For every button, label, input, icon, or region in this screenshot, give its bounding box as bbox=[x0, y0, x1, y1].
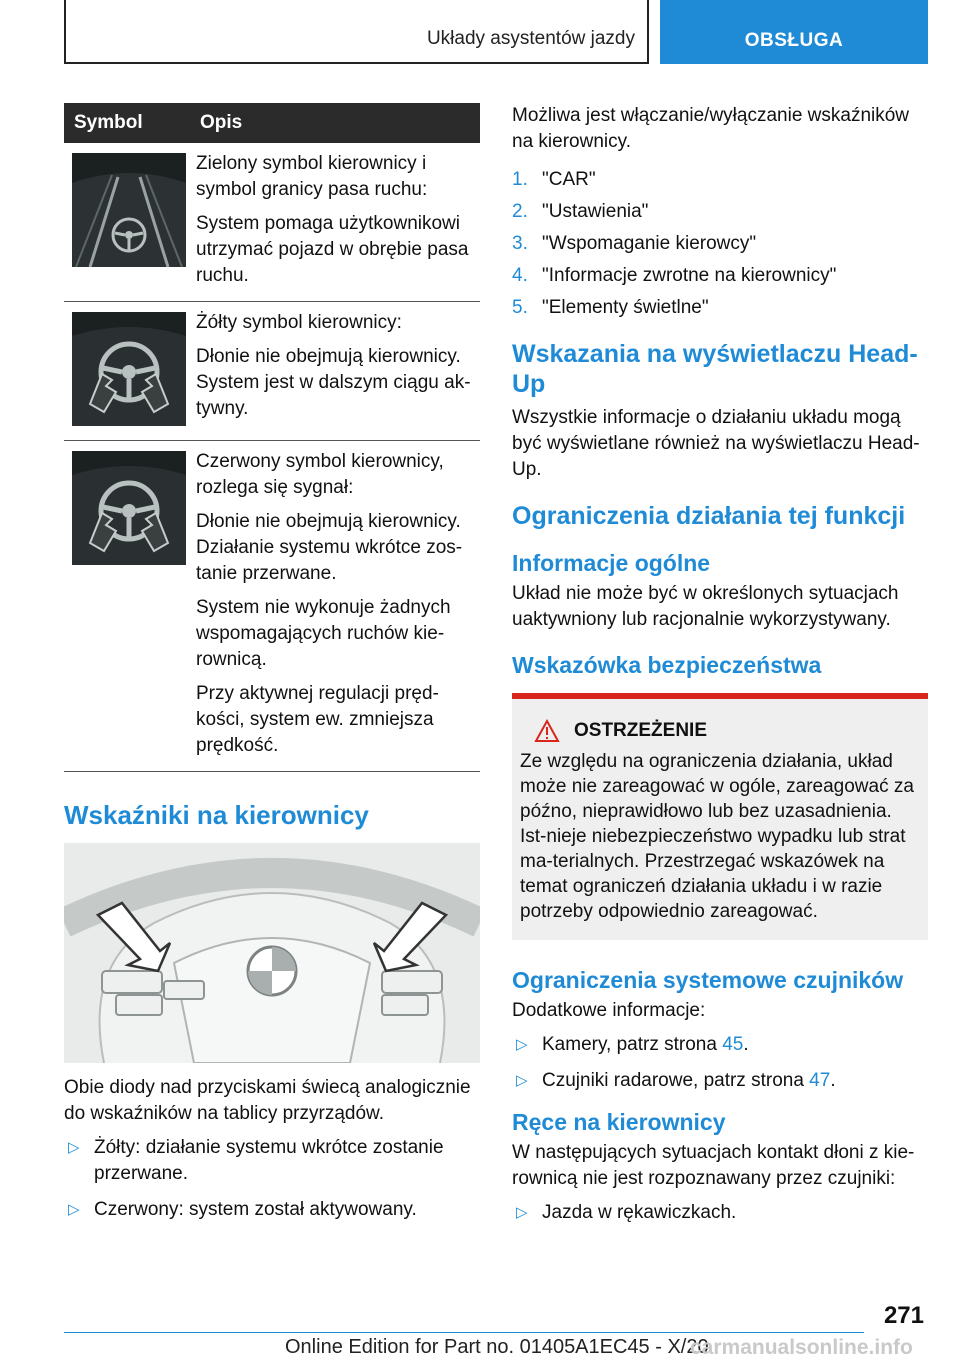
description-line: Zielony symbol kierownicy i symbol granicy pasa ruchu: bbox=[196, 153, 428, 200]
triangle-bullet-icon: ▷ bbox=[68, 1201, 80, 1218]
steering-wheel-illustration bbox=[64, 843, 480, 1063]
description-line: Czerwony symbol kierownicy, rozlega się sygnał: bbox=[196, 451, 444, 498]
section-heading-wheel-indicators: Wskaźniki na kierownicy bbox=[64, 800, 369, 830]
section-tab[interactable] bbox=[660, 0, 928, 64]
description-line: System pomaga użytkownikowi utrzymać pojazd w obrębie pasa ruchu. bbox=[196, 213, 469, 286]
column-header-description: Opis bbox=[186, 103, 480, 143]
triangle-bullet-icon: ▷ bbox=[68, 1139, 80, 1156]
list-item: ▷ Czerwony: system został aktywowany. bbox=[64, 1197, 480, 1223]
sensor-list bbox=[512, 1032, 928, 1094]
footer-edition: Online Edition for Part no. 01405A1EC45 - X/20 bbox=[285, 1336, 709, 1358]
description-line: System nie wykonuje żadnych wspomagających ruchów kie-rownicą. bbox=[196, 597, 451, 670]
sensor-intro: Dodatkowe informacje: bbox=[512, 1000, 706, 1021]
description-line: Dłonie nie obejmują kierownicy. System jest w dalszym ciągu ak-tywny. bbox=[196, 346, 471, 419]
indicator-list bbox=[64, 1135, 480, 1223]
list-item: 2. "Ustawienia" bbox=[512, 201, 649, 222]
hands-list bbox=[512, 1200, 928, 1226]
description-line: Dłonie nie obejmują kierownicy. Działanie systemu wkrótce zos-tanie przerwane. bbox=[196, 511, 463, 584]
warning-box bbox=[512, 693, 928, 940]
heading-limits: Ograniczenia działania tej funkcji bbox=[512, 502, 906, 530]
yellow-steering-wheel-hands-icon bbox=[72, 312, 186, 426]
list-item: 1. "CAR" bbox=[512, 169, 596, 190]
table-header-row bbox=[64, 103, 480, 143]
table-row bbox=[64, 441, 480, 772]
column-header-symbol: Symbol bbox=[64, 103, 186, 143]
description-cell bbox=[186, 143, 480, 302]
description-line: Przy aktywnej regulacji pręd-kości, system ew. zmniejsza prędkość. bbox=[196, 683, 439, 756]
heading-sensor-limits: Ograniczenia systemowe czujników bbox=[512, 967, 904, 993]
right-column bbox=[512, 103, 928, 1236]
description-cell bbox=[186, 302, 480, 441]
list-item: ▷ Kamery, patrz strona 45. bbox=[512, 1032, 928, 1058]
intro-paragraph: Możliwa jest włączanie/wyłączanie wskaźników na kierownicy. bbox=[512, 105, 910, 152]
hands-paragraph: W następujących sytuacjach kontakt dłoni z kie-rownicą nie jest rozpoznawany przez czujniki: bbox=[512, 1142, 915, 1189]
left-column bbox=[64, 103, 480, 1233]
page-link[interactable]: 45 bbox=[722, 1034, 744, 1055]
settings-steps bbox=[512, 167, 928, 321]
table-row bbox=[64, 143, 480, 302]
list-item: 3. "Wspomaganie kierowcy" bbox=[512, 233, 757, 254]
header-title-box bbox=[64, 0, 649, 64]
triangle-bullet-icon: ▷ bbox=[516, 1036, 528, 1053]
watermark: carmanualsonline.info bbox=[690, 1336, 913, 1359]
heading-hands-on-wheel: Ręce na kierownicy bbox=[512, 1109, 726, 1135]
heading-safety: Wskazówka bezpieczeństwa bbox=[512, 652, 822, 678]
page-link[interactable]: 47 bbox=[809, 1070, 831, 1091]
heading-hud: Wskazania na wyświetlaczu Head-Up bbox=[512, 340, 918, 398]
green-steering-wheel-lane-icon bbox=[72, 153, 186, 267]
header-title: Układy asystentów jazdy bbox=[426, 28, 635, 49]
list-item: 4. "Informacje zwrotne na kierownicy" bbox=[512, 265, 837, 286]
warning-title: OSTRZEŻENIE bbox=[574, 720, 708, 741]
warning-text: Ze względu na ograniczenia działania, układ może nie zareagować w ogóle, zareagować za późno, nieprawidłowo lub bez uzasadnienia. Ist-nieje niebezpieczeństwo wypadku lub strat ma-terialnych. Przestrzegać wskazówek na temat ograniczeń działania układu i w razie potrzeby odpowiednio zareagować. bbox=[520, 751, 914, 922]
symbol-table bbox=[64, 103, 480, 772]
general-info-paragraph: Układ nie może być w określonych sytuacjach uaktywniony lub racjonalnie wykorzystywany. bbox=[512, 583, 899, 630]
list-item: ▷ Żółty: działanie systemu wkrótce zostanie przerwane. bbox=[68, 1137, 444, 1184]
triangle-bullet-icon: ▷ bbox=[516, 1072, 528, 1089]
red-steering-wheel-hands-icon bbox=[72, 451, 186, 565]
page-header bbox=[64, 0, 928, 64]
hud-paragraph: Wszystkie informacje o działaniu układu mogą być wyświetlane również na wyświetlaczu Head-Up. bbox=[512, 407, 920, 480]
table-row bbox=[64, 302, 480, 441]
triangle-bullet-icon: ▷ bbox=[516, 1204, 528, 1221]
footer-divider bbox=[64, 1332, 864, 1333]
list-item: 5. "Elementy świetlne" bbox=[512, 297, 709, 318]
list-item: ▷ Czujniki radarowe, patrz strona 47. bbox=[512, 1068, 928, 1094]
description-cell bbox=[186, 441, 480, 772]
section-tab-label: OBSŁUGA bbox=[744, 30, 844, 51]
list-item: ▷ Jazda w rękawiczkach. bbox=[512, 1200, 928, 1226]
heading-general-info: Informacje ogólne bbox=[512, 550, 711, 576]
wheel-indicators-paragraph: Obie diody nad przyciskami świecą analogicznie do wskaźników na tablicy przyrządów. bbox=[64, 1077, 471, 1124]
warning-triangle-icon bbox=[534, 719, 560, 743]
page-number: 271 bbox=[883, 1302, 924, 1329]
description-line: Żółty symbol kierownicy: bbox=[196, 312, 402, 333]
